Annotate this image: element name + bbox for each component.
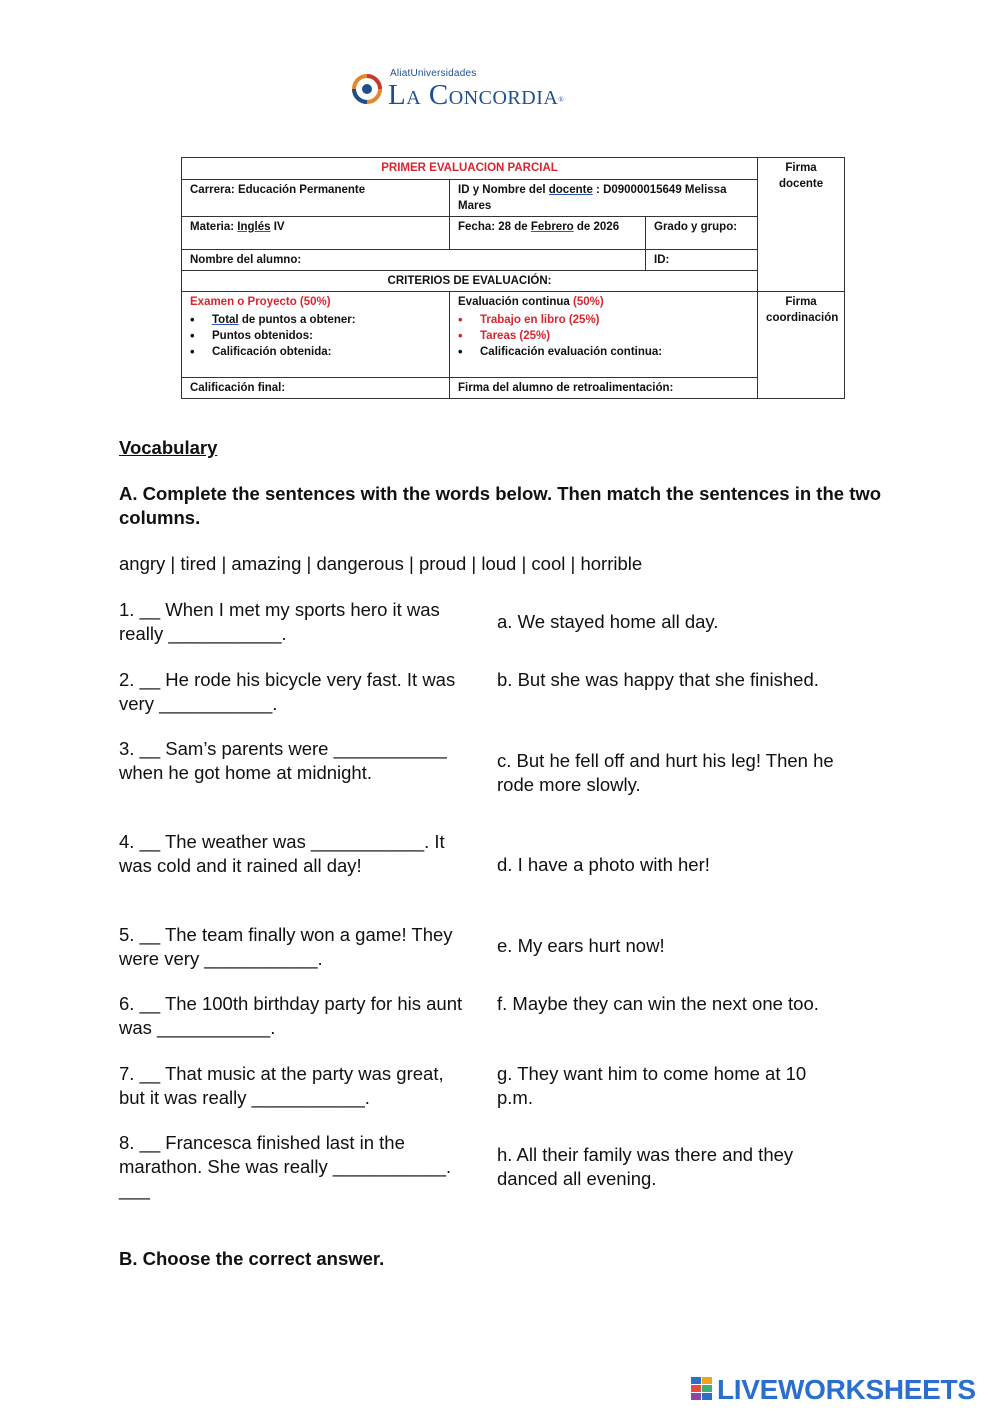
right-sentence-a: a. We stayed home all day.: [497, 611, 719, 632]
criterios-heading: CRITERIOS DE EVALUACIÓN:: [182, 271, 758, 292]
right-sentence-f: f. Maybe they can win the next one too.: [497, 993, 819, 1014]
examen-list: [190, 312, 441, 360]
materia-cell: Materia: Inglés IV: [182, 217, 450, 250]
calificacion-final-cell: Calificación final:: [182, 378, 450, 399]
grado-cell: Grado y grupo:: [646, 217, 758, 250]
brand-text: LIVEWORKSHEETS: [717, 1374, 976, 1405]
liveworksheets-logo-icon: [691, 1377, 713, 1401]
right-sentence-b: b. But she was happy that she finished.: [497, 669, 819, 690]
left-sentence-4: 4. __ The weather was ___________. It was cold and it rained all day!: [119, 831, 445, 876]
section-a-instructions: A. Complete the sentences with the words below. Then match the sentences in the two columns.: [119, 483, 882, 528]
firma-docente: Firma docente: [758, 158, 845, 292]
left-sentence-7: 7. __ That music at the party was great, but it was really ___________.: [119, 1063, 444, 1108]
evaluation-header-table: [181, 157, 845, 399]
right-sentence-d: d. I have a photo with her!: [497, 854, 710, 875]
examen-item: • Puntos obtenidos:: [190, 328, 441, 344]
word-bank: angry | tired | amazing | dangerous | proud | loud | cool | horrible: [119, 553, 643, 574]
continua-list: [458, 312, 749, 360]
continua-title: Evaluación continua (50%): [458, 296, 604, 308]
right-sentence-h: h. All their family was there and they danced all evening.: [497, 1144, 794, 1189]
firma-coordinacion: Firma coordinación: [758, 292, 845, 399]
continua-cell: [450, 292, 758, 378]
continua-item: • Trabajo en libro (25%): [458, 312, 749, 328]
left-sentence-1: 1. __ When I met my sports hero it was really ___________.: [119, 599, 440, 644]
right-sentence-g: g. They want him to come home at 10 p.m.: [497, 1063, 807, 1108]
nombre-alumno-cell: Nombre del alumno:: [182, 250, 646, 271]
exam-title: PRIMER EVALUACION PARCIAL: [182, 158, 758, 180]
logo-title: La Concordia®: [388, 79, 565, 111]
id-cell: ID:: [646, 250, 758, 271]
logo-title-text: La Concordia: [388, 79, 559, 111]
logo-subtitle: AliatUniversidades: [390, 68, 477, 79]
section-b-heading: B. Choose the correct answer.: [119, 1248, 385, 1269]
examen-item: • Total de puntos a obtener:: [190, 312, 441, 328]
concordia-emblem-icon: [350, 72, 384, 106]
fecha-cell: Fecha: 28 de Febrero de 2026: [450, 217, 646, 250]
university-logo: [350, 68, 600, 112]
continua-item: • Tareas (25%): [458, 328, 749, 344]
left-sentence-5: 5. __ The team finally won a game! They were very ___________.: [119, 924, 453, 969]
docente-cell: ID y Nombre del docente : D09000015649 Melissa Mares: [450, 180, 758, 217]
examen-item: • Calificación obtenida:: [190, 344, 441, 360]
firma-alumno-cell: Firma del alumno de retroalimentación:: [450, 378, 758, 399]
carrera-cell: Carrera: Educación Permanente: [182, 180, 450, 217]
left-sentence-6: 6. __ The 100th birthday party for his aunt was ___________.: [119, 993, 463, 1038]
continua-item: • Calificación evaluación continua:: [458, 344, 749, 360]
left-sentence-3: 3. __ Sam’s parents were ___________ when he got home at midnight.: [119, 738, 447, 783]
examen-cell: [182, 292, 450, 378]
vocabulary-heading: Vocabulary: [119, 437, 218, 458]
left-sentence-2: 2. __ He rode his bicycle very fast. It was very ___________.: [119, 669, 456, 714]
examen-title: Examen o Proyecto (50%): [190, 296, 331, 308]
liveworksheets-brand: [691, 1374, 991, 1406]
right-sentence-e: e. My ears hurt now!: [497, 935, 665, 956]
right-sentence-c: c. But he fell off and hurt his leg! Then he rode more slowly.: [497, 750, 834, 795]
left-sentence-8: 8. __ Francesca finished last in the marathon. She was really ___________. ___: [119, 1132, 452, 1200]
